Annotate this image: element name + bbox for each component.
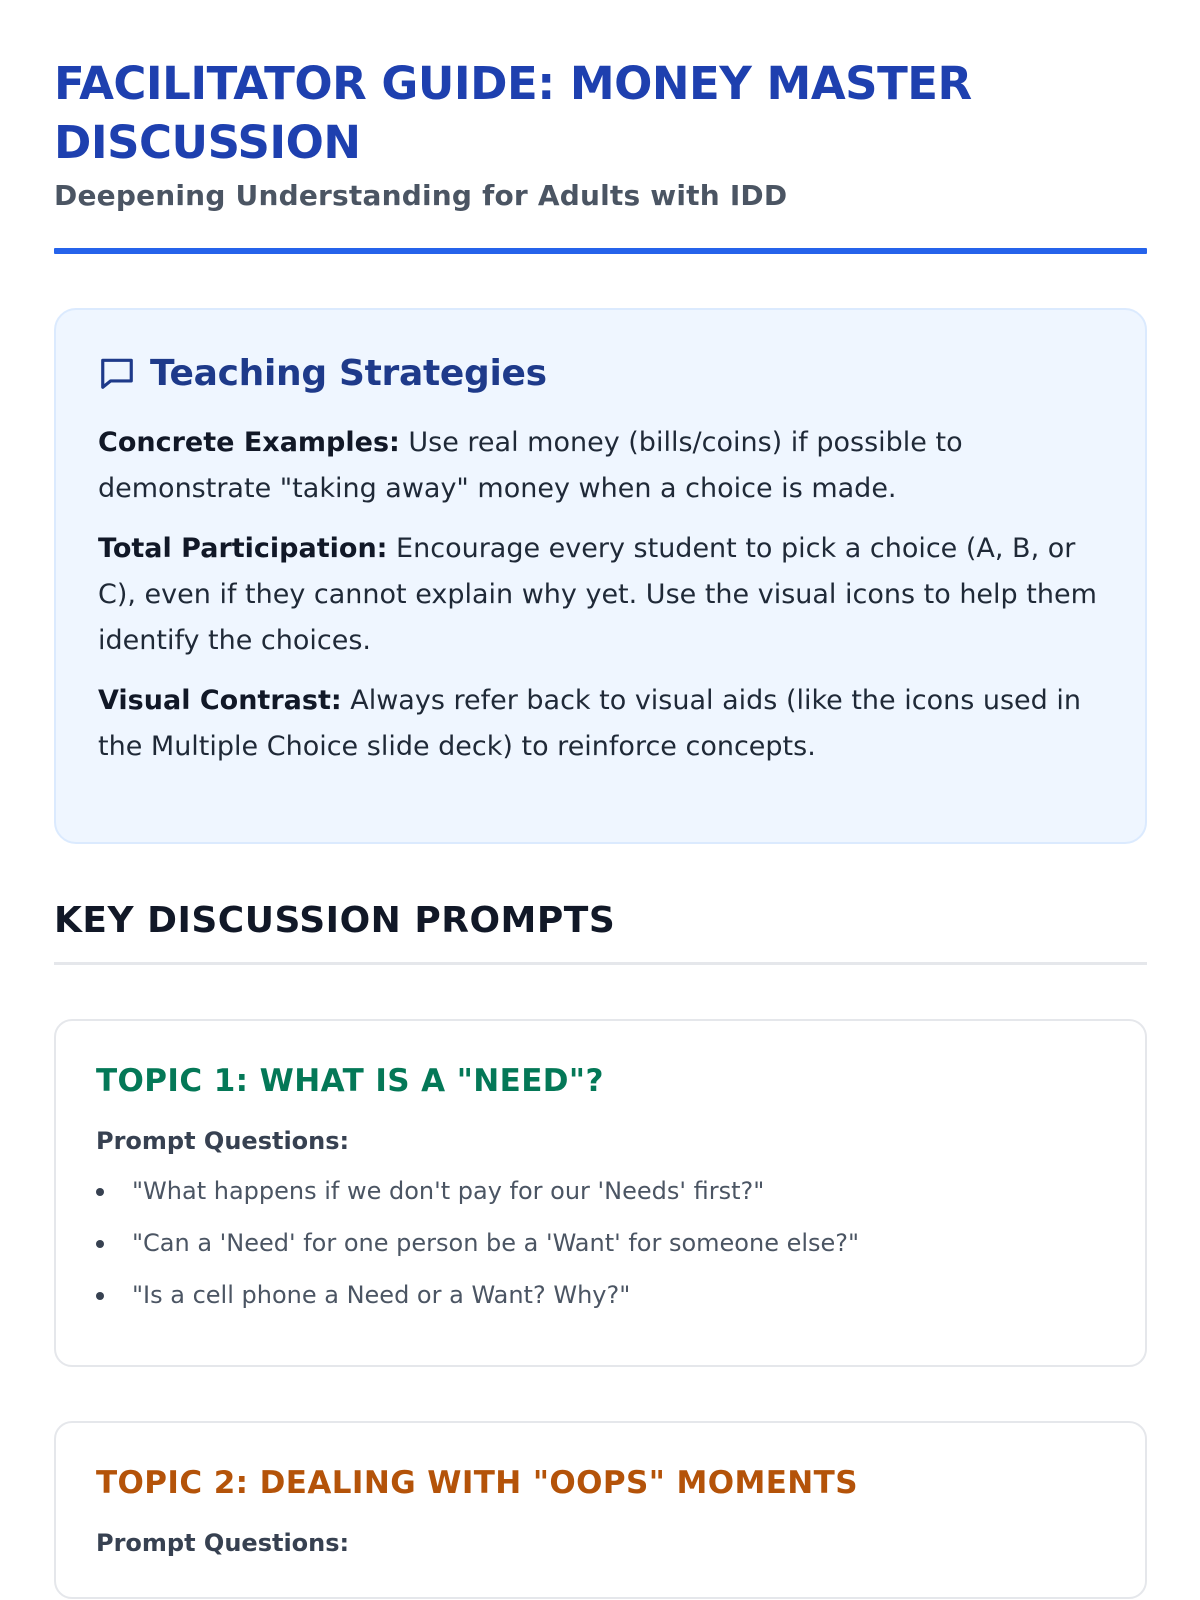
strategy-label: Total Participation:	[98, 533, 388, 564]
strategy-text: Always refer back to visual aids (like the icons used in the Multiple Choice slide deck) to reinforce concepts.	[98, 685, 1081, 762]
discussion-prompts-heading: KEY DISCUSSION PROMPTS	[54, 900, 616, 941]
page-title: FACILITATOR GUIDE: MONEY MASTER DISCUSSION	[54, 57, 972, 169]
facilitator-guide-page	[54, 54, 1147, 1599]
teaching-strategies-heading: Teaching Strategies	[150, 352, 547, 394]
prompt-questions-label: Prompt Questions:	[96, 1127, 350, 1155]
strategy-label: Concrete Examples:	[98, 427, 400, 458]
topic-card-needs	[54, 1019, 1147, 1367]
topic-title: TOPIC 1: WHAT IS A "NEED"?	[96, 1063, 604, 1099]
list-item: "Is a cell phone a Need or a Want? Why?"	[96, 1277, 1105, 1313]
strategy-total-participation	[98, 526, 1103, 664]
section-divider	[54, 962, 1147, 965]
list-item: "Can a 'Need' for one person be a 'Want' for someone else?"	[96, 1225, 1105, 1261]
topic-title: TOPIC 2: DEALING WITH "OOPS" MOMENTS	[96, 1465, 858, 1501]
title-divider	[54, 248, 1147, 254]
chat-bubble-icon	[98, 354, 136, 392]
page-subtitle: Deepening Understanding for Adults with IDD	[54, 179, 788, 212]
strategy-text: Use real money (bills/coins) if possible to demonstrate "taking away" money when a choice is made.	[98, 427, 963, 504]
teaching-strategies-header	[98, 350, 1103, 396]
topic-card-oops	[54, 1421, 1147, 1599]
strategy-text: Encourage every student to pick a choice (A, B, or C), even if they cannot explain why yet. Use the visual icons to help them identify the choices.	[98, 533, 1097, 656]
strategy-label: Visual Contrast:	[98, 685, 342, 716]
strategy-visual-contrast	[98, 678, 1103, 770]
prompt-question-list	[96, 1173, 1105, 1313]
strategy-concrete-examples	[98, 420, 1103, 512]
teaching-strategies-panel	[54, 308, 1147, 844]
prompt-questions-label: Prompt Questions:	[96, 1529, 350, 1557]
list-item: "What happens if we don't pay for our 'Needs' first?"	[96, 1173, 1105, 1209]
